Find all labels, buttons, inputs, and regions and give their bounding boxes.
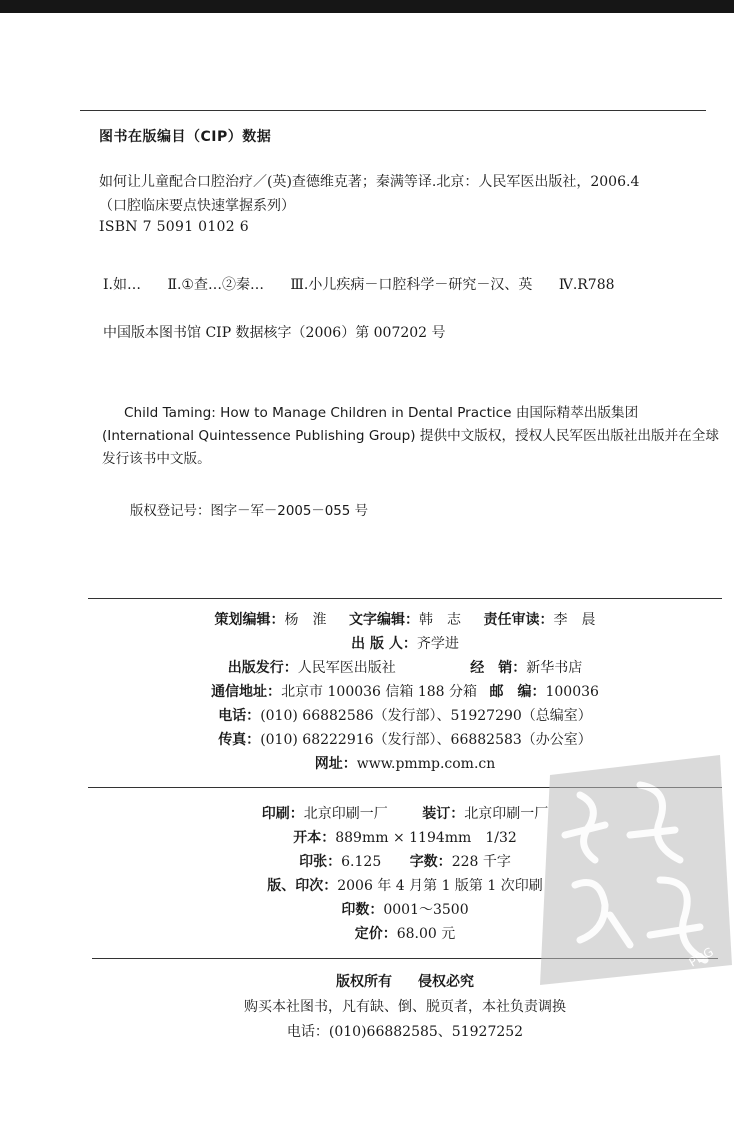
rights-contact: 电话：(010)66882585、51927252 [286,1024,524,1040]
seal-text: PDG [686,944,716,970]
format: 889mm × 1194mm 1/32 [335,830,517,846]
words-label: 字数： [409,854,452,870]
price: 68.00 元 [396,926,456,942]
publisher-person: 齐学进 [416,636,459,652]
copies: 0001～3500 [383,902,469,918]
distribution-label: 出版发行： [227,660,298,676]
reviewer: 李 晨 [553,612,596,628]
cip-isbn: ISBN 7 5091 0102 6 [99,219,249,235]
words: 228 千字 [451,854,511,870]
postcode-label: 邮 编： [489,684,546,700]
page-top-border [0,0,734,13]
copyright-paragraph-text: Child Taming: How to Manage Children in Dental Practice 由国际精萃出版集团 (International Quintessence Publishing Group) 提供中文版权，授权人民军医出版社出版并在全球发行该书中文版。 [102,405,719,467]
copyright-paragraph [102,402,722,471]
watermark-seal [520,745,734,990]
copies-label: 印数： [341,902,384,918]
sheets-label: 印张： [299,854,342,870]
divider-top [80,110,706,111]
defect-notice: 购买本社图书，凡有缺、倒、脱页者，本社负责调换 [244,999,566,1015]
sales-label: 经 销： [470,660,527,676]
rights-reserved: 版权所有 [336,974,392,990]
binding: 北京印刷一厂 [464,806,549,822]
website: www.pmmp.com.cn [356,756,496,772]
planning-editor-label: 策划编辑： [214,612,285,628]
classification-2: Ⅱ.①查…②秦… [167,277,264,293]
edition-label: 版、印次： [267,878,338,894]
cip-main-entry: 如何让儿童配合口腔治疗／(英)查德维克著；秦满等译.北京：人民军医出版社，2006.4 [99,174,640,190]
address: 北京市 100036 信箱 188 分箱 [281,684,478,700]
infringement-notice: 侵权必究 [418,974,474,990]
phone: (010) 66882586（发行部）、51927290（总编室） [260,708,592,724]
publisher-person-row [88,632,722,656]
address-row [88,680,722,704]
reviewer-label: 责任审读： [483,612,554,628]
edition: 2006 年 4 月第 1 版第 1 次印刷 [337,878,543,894]
price-label: 定价： [354,926,397,942]
distribution-row [88,656,722,680]
cip-classification [103,274,615,294]
printer-label: 印刷： [261,806,304,822]
binding-label: 装订： [422,806,465,822]
phone-label: 电话： [218,708,261,724]
printer: 北京印刷一厂 [303,806,388,822]
classification-3: Ⅲ.小儿疾病－口腔科学－研究－汉、英 [290,277,533,293]
divider-publication [88,598,722,599]
cip-verification: 中国版本图书馆 CIP 数据核字（2006）第 007202 号 [103,325,446,341]
sheets: 6.125 [341,854,382,870]
publisher-person-label: 出 版 人： [351,636,417,652]
text-editor-label: 文字编辑： [349,612,419,628]
cip-title: 图书在版编目（CIP）数据 [99,129,272,145]
classification-1: Ⅰ.如… [103,277,141,293]
fax-label: 传真： [218,732,261,748]
copyright-registration: 版权登记号：图字－军－2005－055 号 [130,504,368,519]
fax: (010) 68222916（发行部）、66882583（办公室） [260,732,592,748]
editors-row [88,608,722,632]
website-label: 网址： [314,756,357,772]
planning-editor: 杨 淮 [284,612,327,628]
sales: 新华书店 [526,660,583,676]
phone-row [88,704,722,728]
text-editor: 韩 志 [419,612,461,628]
cip-series: （口腔临床要点快速掌握系列） [99,198,295,214]
classification-4: Ⅳ.R788 [558,277,615,293]
format-label: 开本： [293,830,336,846]
distribution: 人民军医出版社 [297,660,396,676]
address-label: 通信地址： [211,684,282,700]
postcode: 100036 [545,684,599,700]
